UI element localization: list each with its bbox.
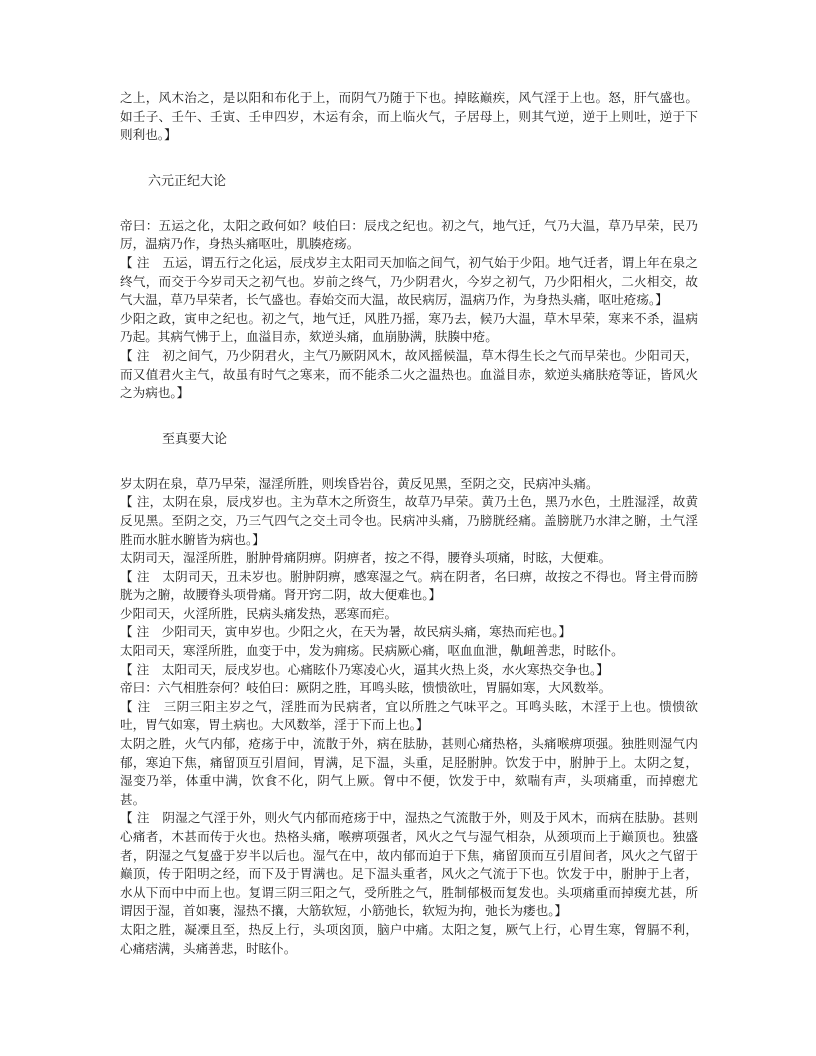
paragraph: 太阳司天，寒淫所胜，血变于中，发为痈疡。民病厥心痛，呕血血泄，鼽衄善悲，时眩仆。 [120,643,624,659]
paragraph: 少阳之政，寅申之纪也。初之气，地气迁，风胜乃摇，寒乃去，候乃大温，草木早荣，寒来不杀，温病乃起。其病气怫于上，血溢目赤，欬逆头痛，血崩胁满，肤腠中疮。 [120,310,698,345]
paragraph: 太阴之胜，火气内郁，疮疡于中，流散于外，病在胠胁，甚则心痛热格，头痛喉痹项强。独胜则湿气内郁，寒迫下焦，痛留顶互引眉间，胃满，足下温，头重，足胫胕肿。饮发于中，胕肿于上。太阴之复，湿变乃举，体重中满，饮食不化，阴气上厥。胷中不便，饮发于中，欬喘有声，头项痛重，而掉瘛尤甚。 [120,736,698,807]
commentary-paragraph: 【 注 太阴司天，丑未岁也。胕肿阴痹，感寒湿之气。病在阴者，名曰痹，故按之不得也。肾主骨而膀胱为之腑，故腰脊头项骨痛。肾开窍二阴，故大便难也。】 [120,568,698,603]
paragraph: 之上，风木治之，是以阳和布化于上，而阴气乃随于下也。掉眩巅疾，风气淫于上也。怒，肝气盛也。如壬子、壬午、壬寅、壬申四岁，木运有余，而上临火气，子居母上，则其气逆，逆于上则吐，逆于下则利也。】 [120,90,698,143]
document-page [120,89,698,958]
commentary-paragraph: 【 注 太阳司天，辰戌岁也。心痛眩仆乃寒凌心火，逼其火热上炎，水火寒热交争也。】 [120,661,609,677]
paragraph: 太阴司天，湿淫所胜，胕肿骨痛阴痹。阴痹者，按之不得，腰脊头项痛，时眩，大便难。 [120,550,612,566]
paragraph: 帝曰：六气相胜奈何？岐伯曰：厥阴之胜，耳鸣头眩，愦愦欲吐，胃膈如寒，大风数举。 [120,680,612,696]
commentary-paragraph: 【 注 初之间气，乃少阴君火，主气乃厥阴风木，故风摇候温，草木得生长之气而早荣也。少阳司天，而又值君火主气，故虽有时气之寒来，而不能杀二火之温热也。血溢目赤，欬逆头痛肤疮等证，皆风火之为病也。】 [120,347,698,401]
commentary-paragraph: 【 注 阴湿之气淫于外，则火气内郁而疮疡于中，湿热之气流散于外，则及于风木，而病在胠胁。甚则心痛者，木甚而传于火也。热格头痛，喉痹项强者，风火之气与湿气相杂，从颈项而上于巅顶也。独盛者，阴湿之气复盛于岁半以后也。湿气在中，故内郁而迫于下焦，痛留顶而互引眉间者，风火之气留于巅顶，传于阳明之经，而下及于胃满也。足下温头重者，风火之气流于下也。饮发于中，胕肿于上者，水从下而中中而上也。复谓三阴三阳之气，受所胜之气，胜制郁极而复发也。头项痛重而掉瘈尤甚，所谓因于湿，首如裹，湿热不攘，大筋软短，小筋弛长，软短为拘，弛长为痿也。】 [120,810,698,919]
paragraph: 太阳之胜，凝凓且至，热反上行，头项囟顶，脑户中痛。太阳之复，厥气上行，心胃生寒，胷膈不利，心痛痞满，头痛善悲，时眩仆。 [120,921,698,956]
paragraph: 少阳司天，火淫所胜，民病头痛发热，恶寒而疟。 [120,605,398,621]
section-heading: 六元正纪大论 [148,173,227,189]
commentary-paragraph: 【 注 少阳司天，寅申岁也。少阳之火，在天为暑，故民病头痛，寒热而疟也。】 [120,624,572,640]
commentary-paragraph: 【 注 五运，谓五行之化运，辰戌岁主太阳司天加临之间气，初气始于少阳。地气迁者，谓上年在泉之终气，而交于今岁司天之初气也。岁前之终气，乃少阴君火，今岁之初气，乃少阳相火，二火相交，故气大温，草乃早荣者，长气盛也。春始交而大温，故民病厉，温病乃作，为身热头痛，呕吐疮疡。】 [120,254,698,308]
section-heading: 至真要大论 [162,431,228,447]
commentary-paragraph: 【 注，太阴在泉，辰戌岁也。主为草木之所资生，故草乃早荣。黄乃土色，黑乃水色，土胜湿淫，故黄反见黑。至阴之交，乃三气四气之交土司令也。民病冲头痛，乃膀胱经痛。盖膀胱乃水津之腑，土气淫胜而水脏水腑皆为病也。】 [120,494,698,547]
commentary-paragraph: 【 注 三阴三阳主岁之气，淫胜而为民病者，宜以所胜之气味平之。耳鸣头眩，木淫于上也。愦愦欲吐，胃气如寒，胃土病也。大风数举，淫于下而上也。】 [120,698,698,733]
paragraph: 岁太阴在泉，草乃早荣，湿淫所胜，则埃昏岩谷，黄反见黑，至阴之交，民病冲头痛。 [120,475,599,491]
paragraph: 帝曰：五运之化，太阳之政何如？岐伯曰：辰戌之纪也。初之气，地气迁，气乃大温，草乃早荣，民乃厉，温病乃作，身热头痛呕吐，肌腠疮疡。 [120,217,698,252]
